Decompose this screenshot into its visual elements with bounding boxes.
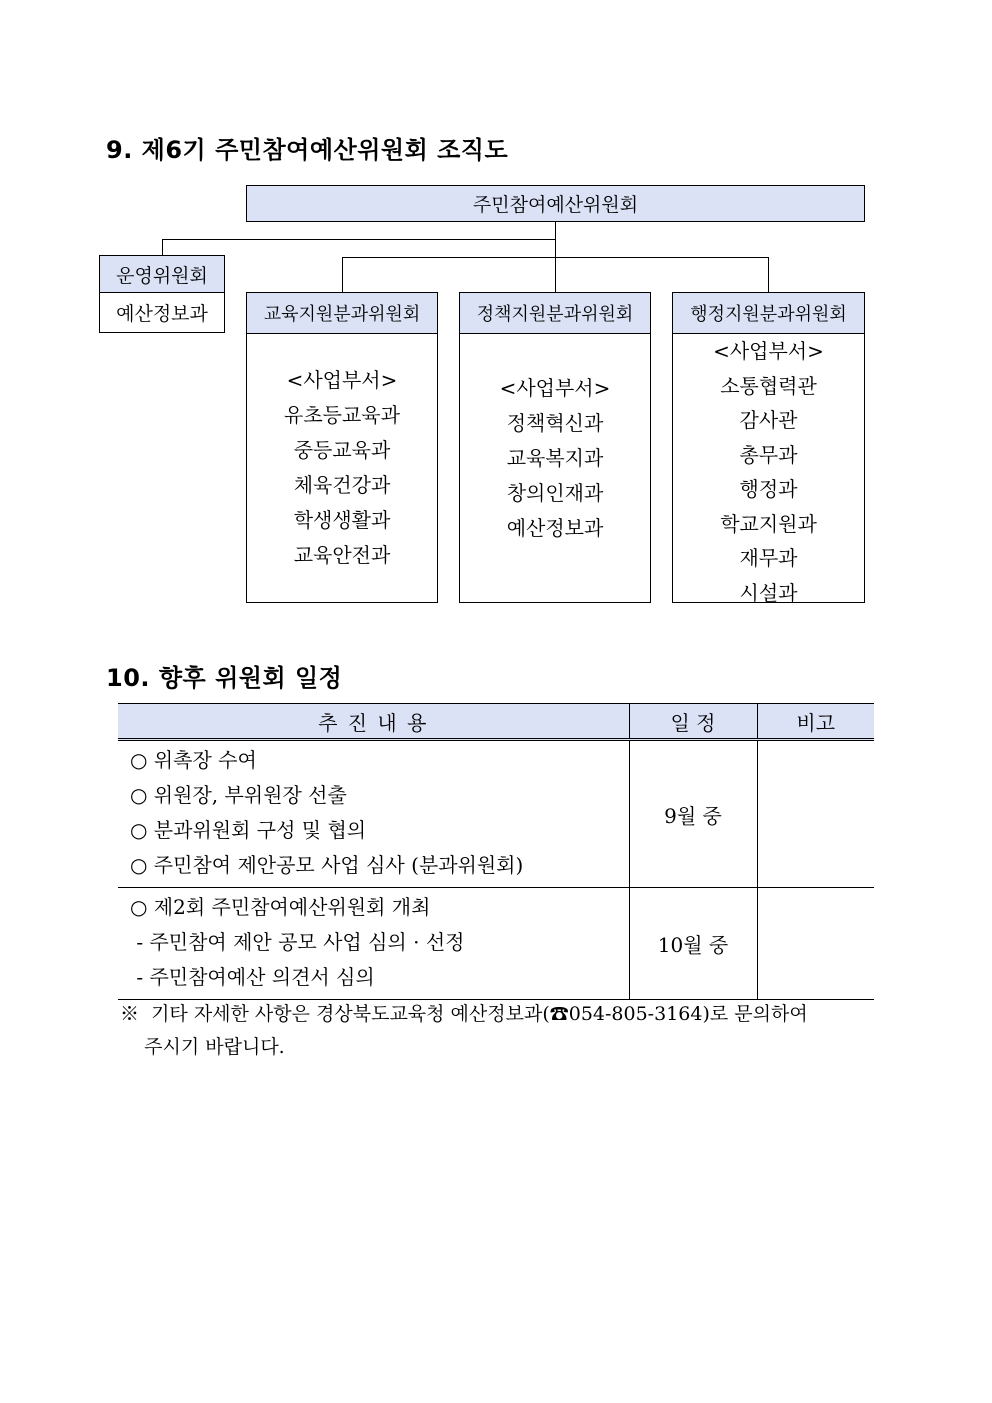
dept-item: 교육안전과 <box>293 543 391 567</box>
dept-item: 소통협력관 <box>720 373 817 398</box>
header-schedule: 일 정 <box>629 704 757 740</box>
dept-item: 학생생활과 <box>293 508 391 532</box>
row-schedule: 9월 중 <box>629 740 757 888</box>
connector <box>162 239 556 240</box>
dept-item: 감사관 <box>739 408 798 432</box>
list-item: ○ 위원장, 부위원장 선출 <box>130 783 347 807</box>
header-remarks: 비고 <box>757 704 874 740</box>
dept-list-heading: <사업부서> <box>499 375 611 400</box>
dept-item: 중등교육과 <box>293 438 391 462</box>
dept-item: 교육복지과 <box>506 445 604 470</box>
connector <box>768 257 769 292</box>
table-row <box>118 888 874 1000</box>
table-header-row <box>118 704 874 740</box>
subcommittee-education-header: 교육지원분과위원회 <box>246 292 438 334</box>
dept-item: 체육건강과 <box>293 473 391 497</box>
dept-item: 정책혁신과 <box>506 410 604 435</box>
dept-item: 시설과 <box>739 580 798 605</box>
connector <box>162 239 163 256</box>
schedule-table <box>118 703 874 1000</box>
dept-list-heading: <사업부서> <box>286 368 398 392</box>
subcommittee-education-depts <box>246 333 438 603</box>
dept-item: 재무과 <box>739 546 798 570</box>
row-schedule: 10월 중 <box>629 888 757 1000</box>
connector <box>342 257 769 258</box>
footnote-line: ※ 기타 자세한 사항은 경상북도교육청 예산정보과(☎054-805-3164)로 문의하여 <box>120 1003 808 1025</box>
org-root-box: 주민참여예산위원회 <box>246 185 865 222</box>
list-item: ○ 제2회 주민참여예산위원회 개최 <box>130 895 431 919</box>
row-content <box>118 888 629 1000</box>
dept-item: 예산정보과 <box>506 515 604 540</box>
row-remarks <box>757 888 874 1000</box>
row-remarks <box>757 740 874 888</box>
subcommittee-admin-depts <box>672 333 865 603</box>
dept-item: 행정과 <box>739 477 798 501</box>
list-item: ○ 주민참여 제안공모 사업 심사 (분과위원회) <box>130 853 524 877</box>
footnote <box>120 998 890 1064</box>
operating-committee-dept: 예산정보과 <box>99 292 225 333</box>
connector <box>342 257 343 292</box>
table-row <box>118 740 874 888</box>
subcommittee-policy-depts <box>459 333 651 603</box>
footnote-line: 주시기 바랍니다. <box>120 1036 285 1058</box>
list-item: - 주민참여 제안 공모 사업 심의 · 선정 <box>130 930 465 954</box>
list-item: - 주민참여예산 의견서 심의 <box>130 965 375 989</box>
subcommittee-policy-header: 정책지원분과위원회 <box>459 292 651 334</box>
section-9-title: 9. 제6기 주민참여예산위원회 조직도 <box>106 136 509 164</box>
dept-list-heading: <사업부서> <box>713 339 824 363</box>
section-10-title: 10. 향후 위원회 일정 <box>106 664 343 692</box>
dept-item: 학교지원과 <box>720 511 817 536</box>
list-item: ○ 분과위원회 구성 및 협의 <box>130 818 367 842</box>
dept-item: 창의인재과 <box>506 480 604 505</box>
row-content <box>118 740 629 888</box>
dept-item: 유초등교육과 <box>284 403 400 427</box>
list-item: ○ 위촉장 수여 <box>130 748 257 772</box>
dept-item: 총무과 <box>739 442 798 467</box>
schedule-table-wrapper <box>118 703 874 1000</box>
header-content: 추 진 내 용 <box>118 704 629 740</box>
subcommittee-admin-header: 행정지원분과위원회 <box>672 292 865 334</box>
operating-committee-box: 운영위원회 <box>99 255 225 293</box>
